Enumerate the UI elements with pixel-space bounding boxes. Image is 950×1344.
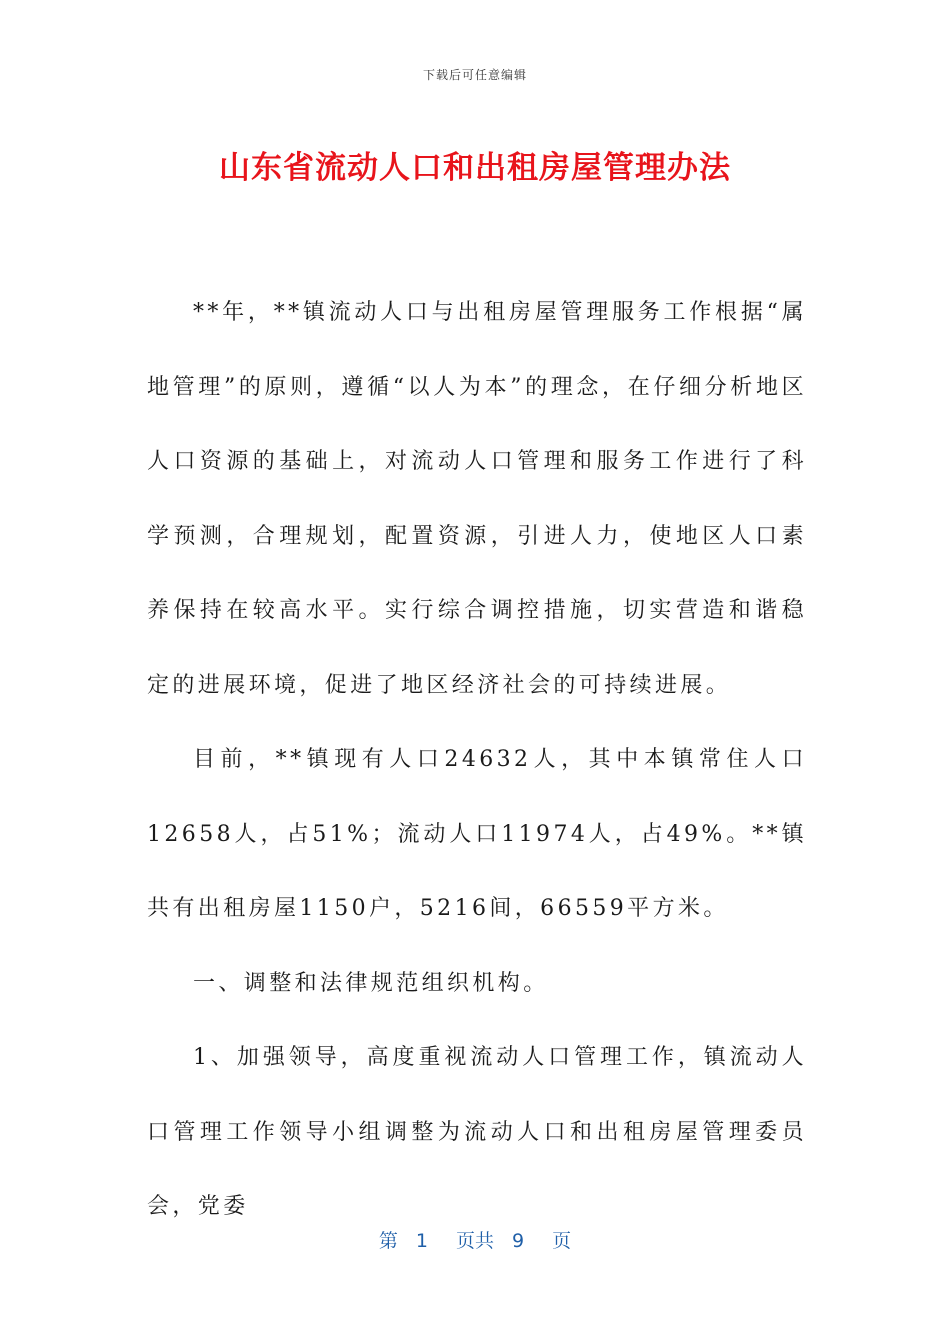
paragraph-item-1: 1、加强领导，高度重视流动人口管理工作，镇流动人口管理工作领导小组调整为流动人口和出租房屋管理委员会，党委 <box>147 1045 807 1219</box>
paragraph-population-stats: 目前，**镇现有人口24632人，其中本镇常住人口12658人，占51%；流动人口11974人，占49%。**镇共有出租房屋1150户，5216间，66559平方米。 <box>147 747 807 921</box>
total-pages-number: 9 <box>512 1230 525 1252</box>
page-footer <box>0 1226 950 1253</box>
current-page-number: 1 <box>415 1230 428 1252</box>
header-note: 下载后可任意编辑 <box>422 68 527 82</box>
page-mid: 页共 <box>455 1230 494 1252</box>
document-title: 山东省流动人口和出租房屋管理办法 <box>219 150 731 186</box>
page-prefix: 第 <box>378 1230 398 1252</box>
paragraph-intro: **年，**镇流动人口与出租房屋管理服务工作根据“属地管理”的原则，遵循“以人为本”的理念，在仔细分析地区人口资源的基础上，对流动人口管理和服务工作进行了科学预测，合理规划，配置资源，引进人力，使地区人口素养保持在较高水平。实行综合调控措施，切实营造和谐稳定的进展环境，促进了地区经济社会的可持续进展。 <box>147 300 807 698</box>
document-body <box>147 276 807 1245</box>
page-suffix: 页 <box>552 1230 572 1252</box>
section-heading-1: 一、调整和法律规范组织机构。 <box>193 970 549 996</box>
